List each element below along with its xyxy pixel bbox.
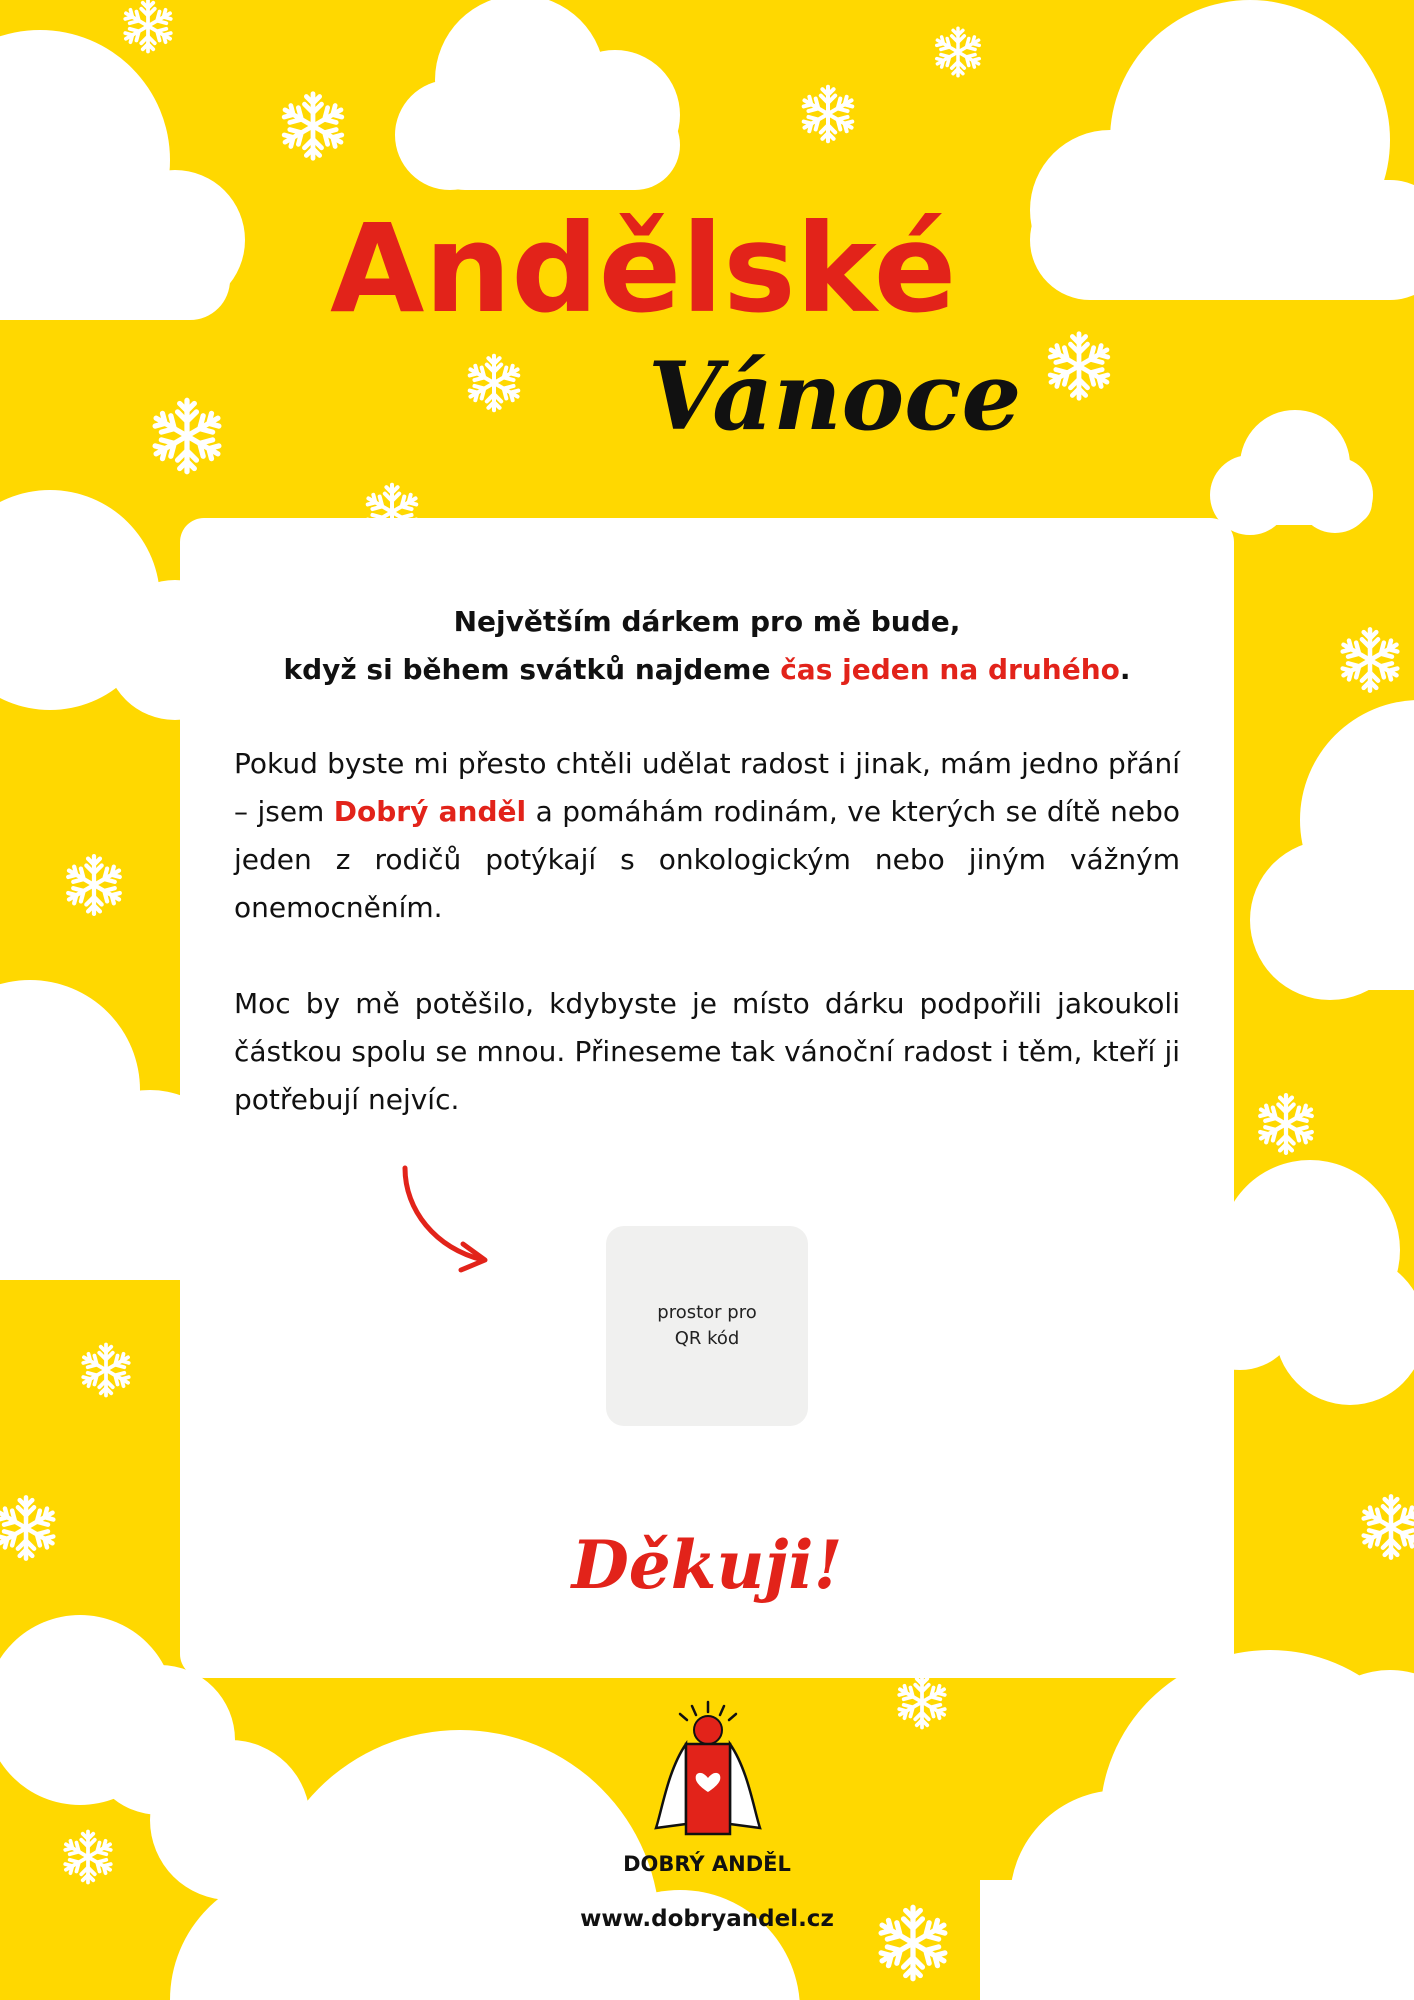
lead-highlight: čas jeden na druhého	[780, 653, 1120, 686]
lead-line-1: Největším dárkem pro mě bude,	[453, 605, 961, 638]
qr-label-line-1: prostor pro	[657, 1302, 757, 1323]
website-link[interactable]: www.dobryandel.cz	[580, 1906, 834, 1932]
brand-name: DOBRÝ ANDĚL	[623, 1852, 791, 1876]
page-subtitle: Vánoce	[648, 342, 1022, 452]
angel-logo-icon	[648, 1700, 768, 1840]
paragraph-support: Moc by mě potěšilo, kdybyste je místo dárku podpořili jakoukoli částkou spolu se mnou. Přineseme tak vánoční radost i těm, kteří ji potřebují nejvíc.	[234, 987, 1180, 1116]
brand-highlight: Dobrý anděl	[333, 795, 527, 828]
lead-text	[180, 598, 1234, 694]
message-card	[180, 518, 1234, 1678]
page-title: Andělské	[330, 198, 957, 340]
qr-code-placeholder	[606, 1226, 808, 1426]
lead-line-2-end: .	[1119, 653, 1131, 686]
paragraph-request	[234, 740, 1180, 932]
paragraph-request-end: a pomáhám rodinám, ve kterých se dítě nebo jeden z rodičů potýkají s onkologickým nebo jiným vážným onemocněním.	[234, 795, 1180, 924]
qr-label-line-2: QR kód	[674, 1328, 740, 1349]
thanks-text: Děkuji!	[571, 1526, 843, 1604]
arrow-icon	[395, 1160, 495, 1280]
lead-line-2	[180, 646, 1234, 694]
lead-line-2-start: když si během svátků najdeme	[283, 653, 781, 686]
paragraph-request-start: Pokud byste mi přesto chtěli udělat radost i jinak, mám jedno přání – jsem	[234, 747, 1180, 828]
